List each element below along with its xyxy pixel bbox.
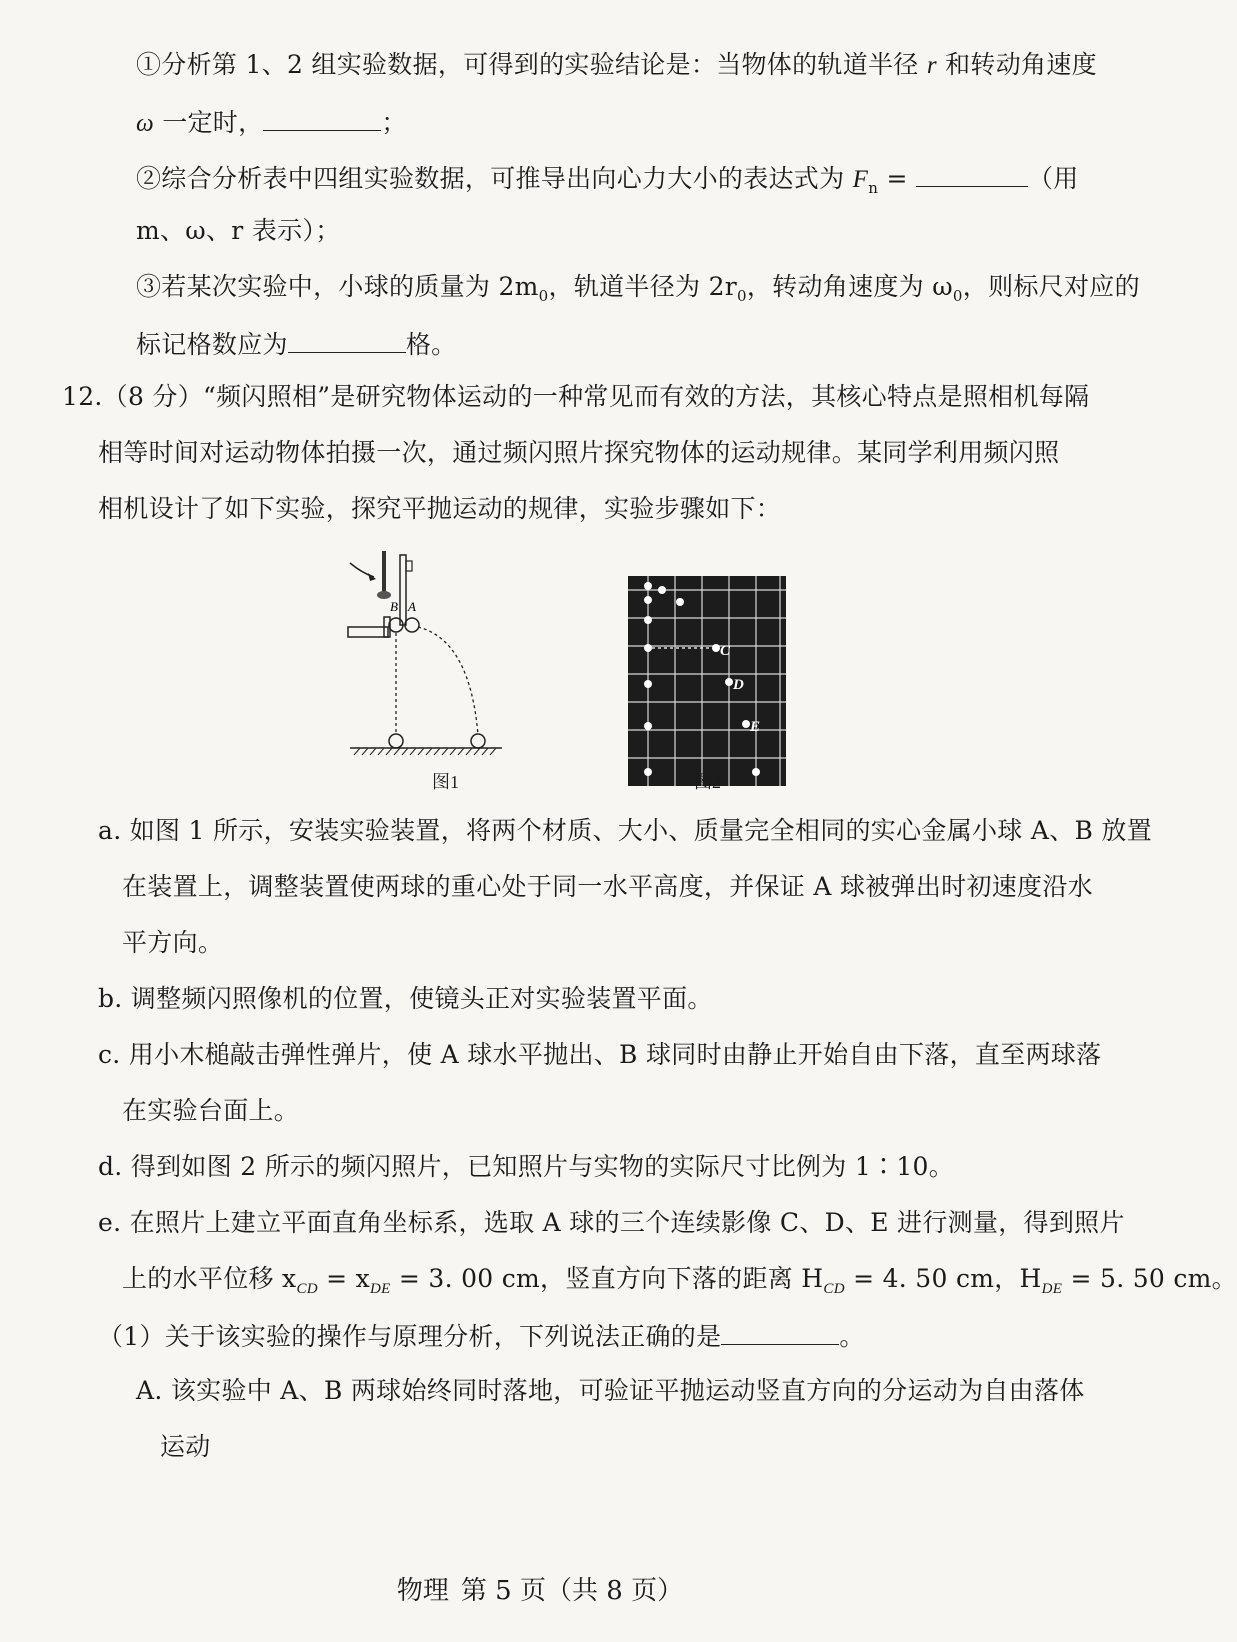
label-D: D [733,677,744,693]
projectile-path [418,627,478,735]
ball-A [405,618,419,632]
stand-post [400,555,406,625]
footer-page-number: 第 5 页（共 8 页） [460,1576,684,1606]
step-a-line-1: a. 如图 1 所示，安装实验装置，将两个材质、大小、质量完全相同的实心金属小球 A、B 放置 [98,816,1153,845]
answer-blank-3[interactable] [288,326,406,353]
label-C: C [720,643,731,659]
ball-A-landed [471,734,485,748]
step-c-line-2: 在实验台面上。 [122,1096,300,1125]
footer-subject: 物理 [396,1576,449,1606]
q11-line-2: ω 一定时， ； [136,104,407,141]
page-footer [0,1574,1080,1608]
figure-1-caption: 图1 [432,772,459,792]
q11-line-5: ③若某次实验中，小球的质量为 $2m_0$，轨道半径为 $2r_0$，转动角速度为 $\omega_0$，则标尺对应的 [136,272,1140,305]
step-c-line-1: c. 用小木槌敲击弹性弹片，使 A 球水平抛出、B 球同时由静止开始自由下落，直至两球落 [98,1040,1102,1069]
figure-2-caption: 图2 [694,772,721,792]
image-D [725,678,733,686]
label-A: A [408,599,416,614]
hammer-handle [382,551,386,595]
figure-2-strobe-photo [628,576,786,786]
answer-blank-1[interactable] [263,104,381,131]
option-A-line-1: A. 该实验中 A、B 两球始终同时落地，可验证平抛运动竖直方向的分运动为自由落体 [136,1376,1085,1405]
ball-B-landed [389,734,403,748]
option-A-line-2: 运动 [160,1432,211,1461]
image-E [742,720,750,728]
step-e-line-1: e. 在照片上建立平面直角坐标系，选取 A 球的三个连续影像 C、D、E 进行测量，得到照片 [98,1208,1125,1237]
figure-1-apparatus [340,545,520,765]
q12-intro-2: 相等时间对运动物体拍摄一次，通过频闪照片探究物体的运动规律。某同学利用频闪照 [98,438,1060,467]
q11-line-1: ①分析第 1、2 组实验数据，可得到的实验结论是：当物体的轨道半径 r 和转动角速度 [136,50,1097,79]
step-d: d. 得到如图 2 所示的频闪照片，已知照片与实物的实际尺寸比例为 1∶10。 [98,1152,955,1181]
image-C [712,644,720,652]
q12-intro-1: 12.（8 分）“频闪照相”是研究物体运动的一种常见而有效的方法，其核心特点是照相机每隔 [62,382,1090,411]
platform [348,627,388,637]
step-a-line-3: 平方向。 [122,928,224,957]
answer-blank-2[interactable] [916,160,1028,187]
q11-line-3: ②综合分析表中四组实验数据，可推导出向心力大小的表达式为 $F_n$ = （用 [136,160,1079,205]
q11-line-6: 标记格数应为 格。 [136,326,456,362]
label-E: E [750,719,761,735]
answer-blank-4[interactable] [721,1318,839,1345]
sub-question-1: （1）关于该实验的操作与原理分析，下列说法正确的是 。 [98,1318,865,1354]
q11-line-4: m、ω、r 表示）； [136,216,341,245]
q12-intro-3: 相机设计了如下实验，探究平抛运动的规律，实验步骤如下： [98,494,782,523]
label-B: B [390,599,398,614]
step-b: b. 调整频闪照像机的位置，使镜头正对实验装置平面。 [98,984,713,1013]
step-e-line-2: 上的水平位移 $x_{CD} = x_{DE} = 3$. 00 cm，竖直方向下落的距离 $H_{CD} = 4$. 50 cm，$H_{DE} = 5$. 50 cm。 [122,1264,1237,1297]
step-a-line-2: 在装置上，调整装置使两球的重心处于同一水平高度，并保证 A 球被弹出时初速度沿水 [122,872,1093,901]
